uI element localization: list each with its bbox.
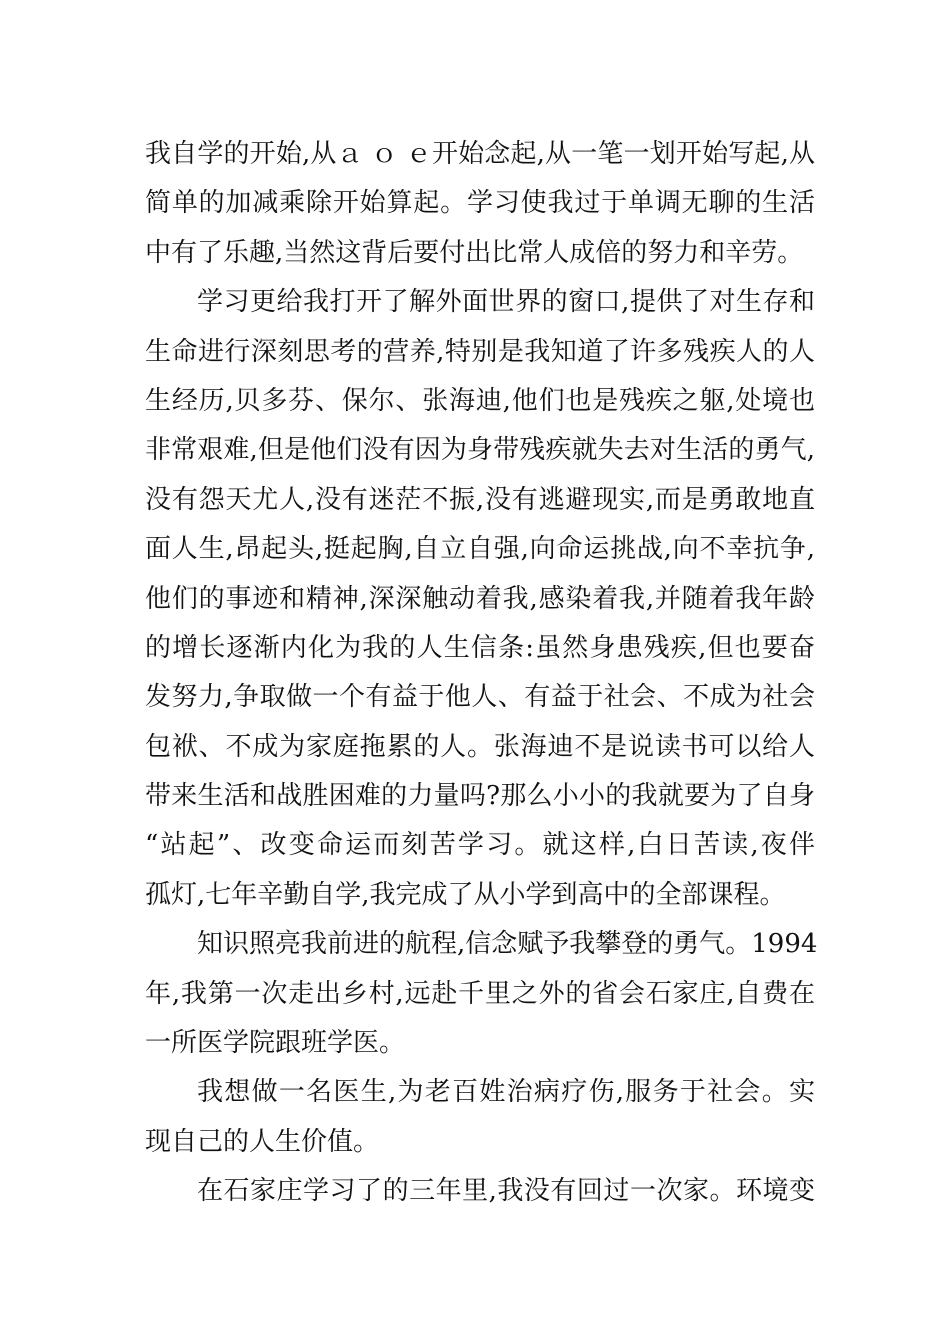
text-line: 生命进行深刻思考的营养,特别是我知道了许多残疾人的人 — [145, 336, 815, 367]
document-body — [145, 134, 818, 1221]
text-line: 没有怨天尤人,没有迷茫不振,没有逃避现实,而是勇敢地直 — [145, 484, 815, 515]
text-line: 非常艰难,但是他们没有因为身带残疾就失去对生活的勇气, — [145, 435, 815, 466]
text-line: “站起”、改变命运而刻苦学习。就这样,白日苦读,夜伴 — [145, 830, 815, 861]
text-line: 我自学的开始,从ａ ｏ ｅ开始念起,从一笔一划开始写起,从 — [145, 139, 815, 169]
text-line: 生经历,贝多芬、保尔、张海迪,他们也是残疾之躯,处境也 — [145, 385, 815, 416]
text-line: 孤灯,七年辛勤自学,我完成了从小学到高中的全部课程。 — [145, 879, 786, 910]
text-line: 包袱、不成为家庭拖累的人。张海迪不是说读书可以给人 — [145, 731, 815, 762]
text-line: 知识照亮我前进的航程,信念赋予我攀登的勇气。1994 — [197, 929, 818, 960]
text-line: 面人生,昂起头,挺起胸,自立自强,向命运挑战,向不幸抗争, — [145, 534, 815, 565]
text-line: 带来生活和战胜困难的力量吗?那么小小的我就要为了自身 — [145, 781, 815, 812]
text-line: 中有了乐趣,当然这背后要付出比常人成倍的努力和辛劳。 — [145, 237, 804, 268]
text-line: 简单的加减乘除开始算起。学习使我过于单调无聊的生活 — [145, 188, 815, 219]
text-line: 学习更给我打开了解外面世界的窗口,提供了对生存和 — [197, 287, 815, 318]
text-line: 在石家庄学习了的三年里,我没有回过一次家。环境变 — [197, 1176, 815, 1207]
text-line: 的增长逐渐内化为我的人生信条:虽然身患残疾,但也要奋 — [145, 632, 815, 663]
text-line: 我想做一名医生,为老百姓治病疗伤,服务于社会。实 — [197, 1077, 815, 1108]
text-line: 一所医学院跟班学医。 — [145, 1028, 406, 1059]
text-line: 年,我第一次走出乡村,远赴千里之外的省会石家庄,自费在 — [145, 978, 815, 1009]
text-line: 他们的事迹和精神,深深触动着我,感染着我,并随着我年龄 — [145, 583, 815, 614]
text-line: 发努力,争取做一个有益于他人、有益于社会、不成为社会 — [145, 682, 815, 713]
text-line: 现自己的人生价值。 — [145, 1126, 380, 1157]
